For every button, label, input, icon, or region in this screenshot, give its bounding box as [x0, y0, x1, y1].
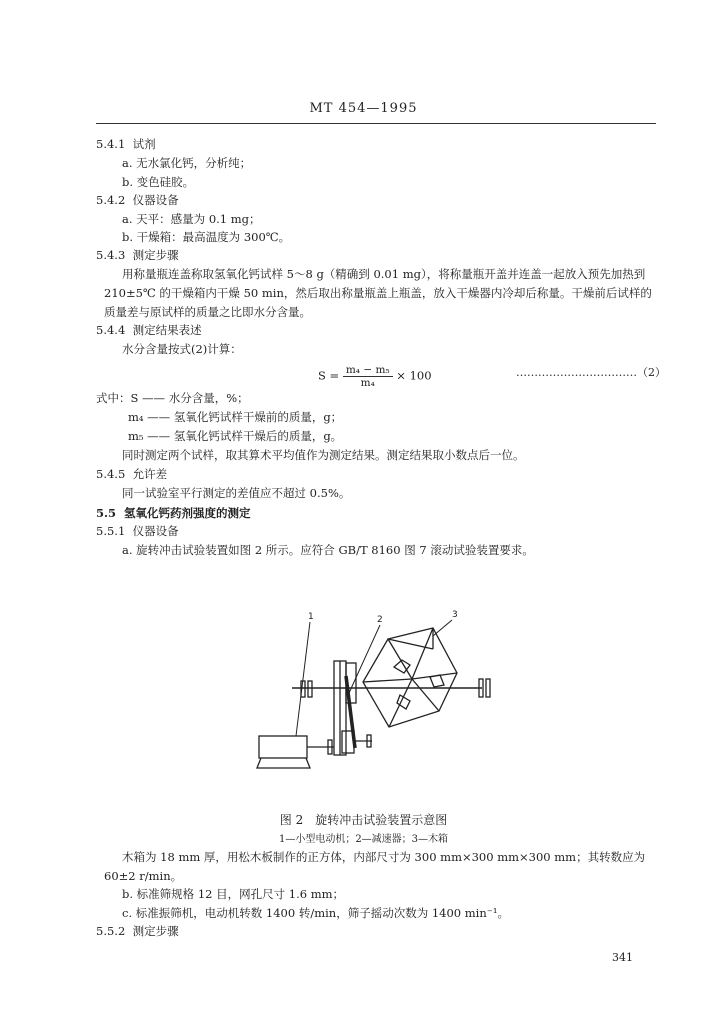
- page-header: MT 454—1995: [309, 101, 418, 116]
- list-item-a: a. 旋转冲击试验装置如图 2 所示。应符合 GB/T 8160 图 7 滚动试验装置要求。: [122, 543, 534, 557]
- section-title: 试剂: [132, 137, 156, 151]
- leader-line-2: [349, 625, 380, 693]
- page-number: 341: [612, 951, 633, 964]
- leader-line-3: [433, 620, 452, 636]
- motor-base: [257, 758, 310, 768]
- tolerance-paragraph: 同一试验室平行测定的差值应不超过 0.5%。: [122, 486, 351, 500]
- section-number: 5.4.2: [96, 193, 126, 207]
- box-bracket: [430, 675, 444, 687]
- figure-caption: 图 2 旋转冲击试验装置示意图: [279, 813, 448, 827]
- section-title: 仪器设备: [132, 193, 179, 207]
- section-title: 测定步骤: [132, 248, 179, 262]
- section-number: 5.4.4: [96, 323, 126, 337]
- section-number: 5.5: [96, 506, 117, 520]
- formula-lhs: S =: [318, 368, 340, 383]
- section-5-4-3-heading: [96, 247, 179, 263]
- section-title: 仪器设备: [132, 524, 179, 538]
- result-note: 同时测定两个试样，取其算术平均值作为测定结果。测定结果取小数点后一位。: [122, 448, 525, 462]
- formula-rhs: × 100: [396, 368, 432, 383]
- motor-body: [259, 736, 307, 758]
- section-5-5-heading: [96, 505, 251, 521]
- symbol-def-m4: m₄ —— 氢氧化钙试样干燥前的质量，g；: [128, 410, 343, 424]
- leader-line-1: [296, 622, 310, 736]
- figure-legend: 1—小型电动机；2—减速器；3—木箱: [278, 834, 449, 845]
- formula-intro: 水分含量按式(2)计算：: [122, 342, 242, 356]
- section-title: 氢氧化钙药剂强度的测定: [124, 506, 251, 520]
- section-title: 测定步骤: [132, 924, 179, 938]
- wood-box-outline: [363, 628, 457, 727]
- section-title: 允许差: [132, 467, 168, 481]
- list-item-b: b. 标准筛规格 12 目，网孔尺寸 1.6 mm；: [122, 887, 345, 901]
- section-title: 测定结果表述: [132, 323, 202, 337]
- formula-fraction: [343, 364, 393, 389]
- section-5-5-1-heading: [96, 523, 179, 539]
- section-number: 5.5.1: [96, 524, 126, 538]
- formula-numerator: m₄ − m₅: [343, 364, 393, 377]
- list-item-a: a. 天平：感量为 0.1 mg；: [122, 212, 261, 226]
- list-item-c: c. 标准振筛机，电动机转数 1400 转/min，筛子摇动次数为 1400 min⁻¹。: [122, 906, 509, 920]
- wood-box-description: 木箱为 18 mm 厚，用松木板制作的正方体，内部尺寸为 300 mm×300 mm×300 mm；其转数应为 60±2 r/min。: [104, 850, 646, 883]
- section-5-4-4-heading: [96, 322, 202, 338]
- figure-label-2: 2: [377, 615, 383, 625]
- figure-label-1: 1: [308, 612, 314, 622]
- list-item-a: a. 无水氯化钙，分析纯；: [122, 156, 252, 170]
- where-clause: 式中：S —— 水分含量，%；: [96, 391, 249, 405]
- figure-label-3: 3: [452, 610, 458, 620]
- formula-number: ……………………………（2）: [516, 366, 666, 379]
- formula-denominator: m₄: [360, 377, 375, 389]
- section-5-4-2-heading: [96, 192, 179, 208]
- section-number: 5.4.3: [96, 248, 126, 262]
- figure-2-apparatus-diagram: [230, 605, 510, 785]
- section-5-4-5-heading: [96, 466, 167, 482]
- section-number: 5.4.5: [96, 467, 126, 481]
- list-item-b: b. 干燥箱：最高温度为 300℃。: [122, 230, 291, 244]
- formula-2: [318, 364, 432, 389]
- list-item-b: b. 变色硅胶。: [122, 175, 195, 189]
- section-5-5-2-heading: [96, 923, 179, 939]
- section-number: 5.4.1: [96, 137, 126, 151]
- section-5-4-1-heading: [96, 136, 156, 152]
- paragraph-procedure: 用称量瓶连盖称取氢氧化钙试样 5～8 g（精确到 0.01 mg），将称量瓶开盖并连盖一起放入预先加热到 210±5℃ 的干燥箱内干燥 50 min，然后取出称量瓶盖上瓶盖，放入干燥器内冷却后称量。干燥前后试样的质量差与原试样的质量之比即水分含量。: [104, 267, 652, 319]
- symbol-def-m5: m₅ —— 氢氧化钙试样干燥后的质量，g。: [128, 429, 343, 443]
- section-number: 5.5.2: [96, 924, 126, 938]
- header-rule: [96, 123, 656, 124]
